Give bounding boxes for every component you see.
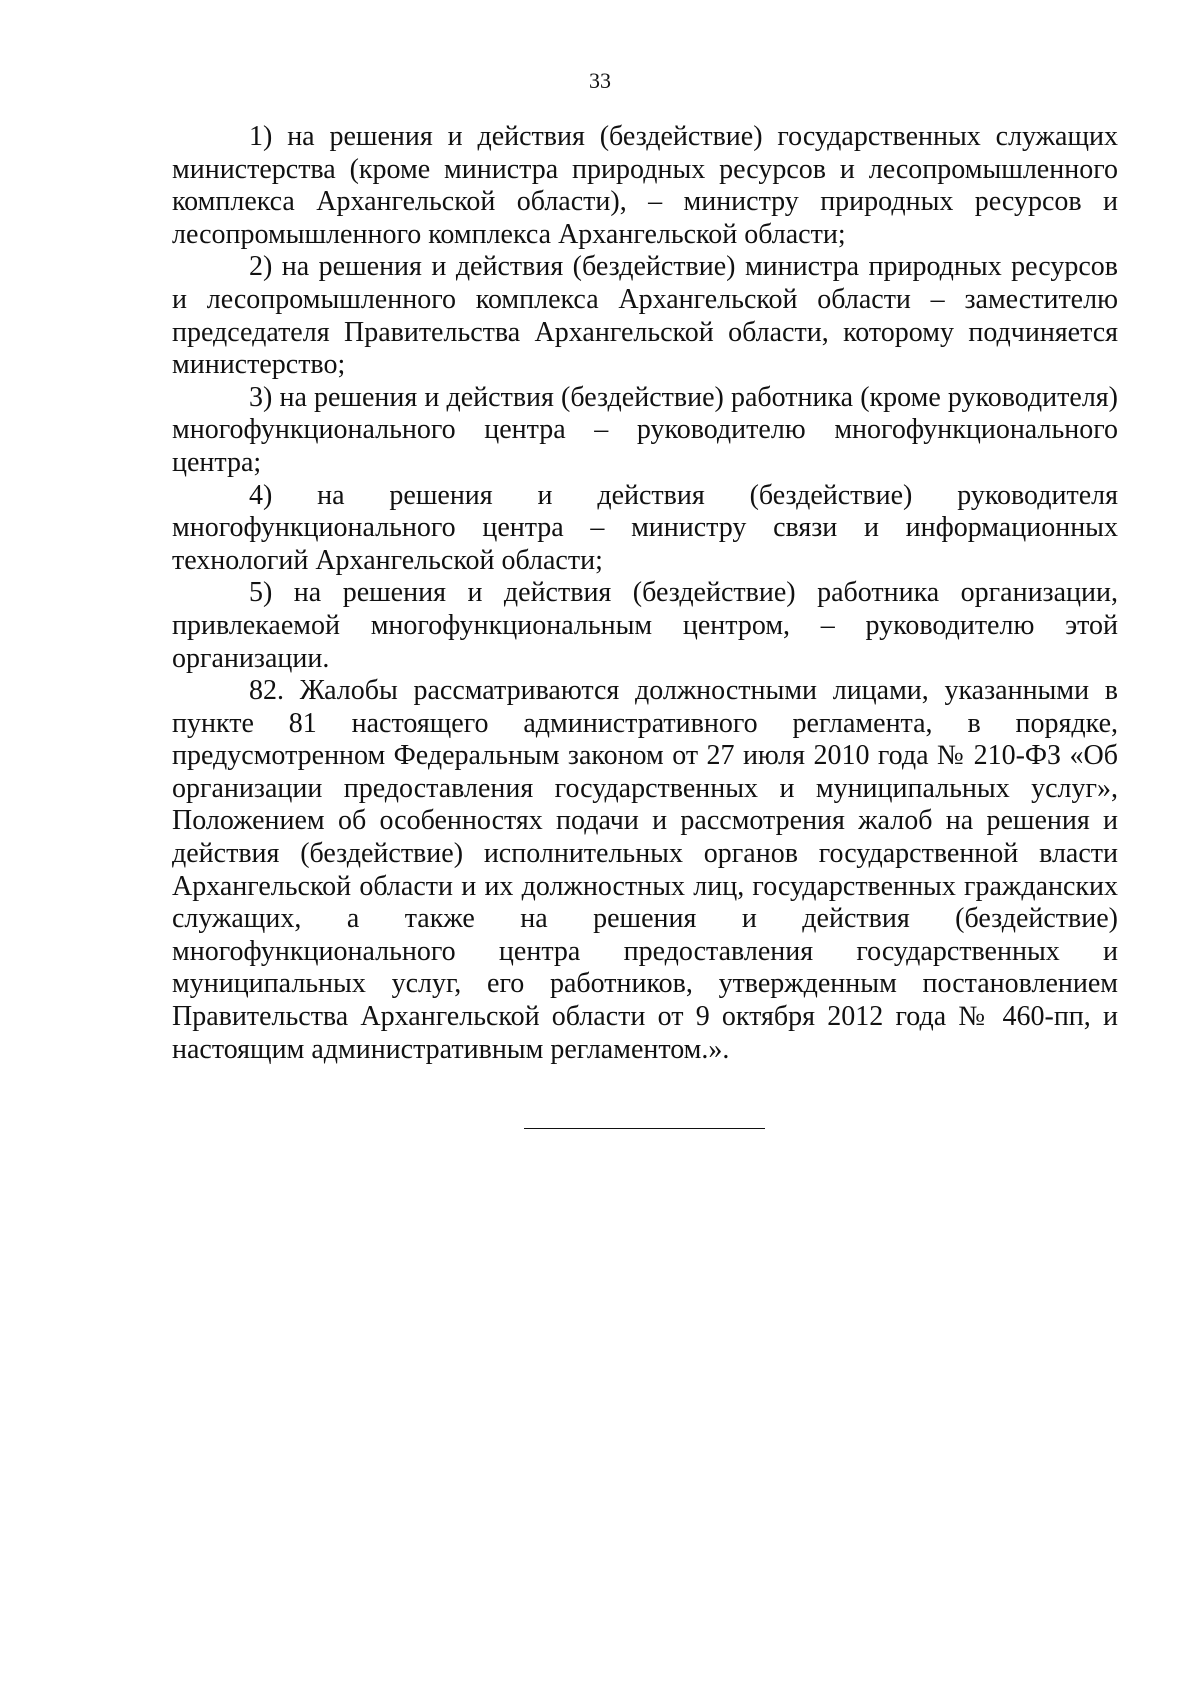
document-body <box>172 121 1118 1066</box>
closing-divider-line <box>524 1128 765 1129</box>
paragraph-item-2: 2) на решения и действия (бездействие) министра природных ресурсов и лесопромышленного комплекса Архангельской области – заместителю председателя Правительства Архангельской области, которому подчиняется министерство; <box>172 251 1118 381</box>
paragraph-item-3: 3) на решения и действия (бездействие) работника (кроме руководителя) многофункционального центра – руководителю многофункционального центра; <box>172 381 1118 478</box>
paragraph-item-1: 1) на решения и действия (бездействие) государственных служащих министерства (кроме министра природных ресурсов и лесопромышленного комплекса Архангельской области), – министру природных ресурсов и лесопромышленного комплекса Архангельской области; <box>172 121 1118 250</box>
paragraph-82: 82. Жалобы рассматриваются должностными лицами, указанными в пункте 81 настоящего административного регламента, в порядке, предусмотренном Федеральным законом от 27 июля 2010 года № 210-ФЗ «Об организации предоставления государственных и муниципальных услуг», Положением об особенностях подачи и рассмотрения жалоб на решения и действия (бездействие) исполнительных органов государственной власти Архангельской области и их должностных лиц, государственных гражданских служащих, а также на решения и действия (бездействие) многофункционального центра предоставления государственных и муниципальных услуг, его работников, утвержденным постановлением Правительства Архангельской области от 9 октября 2012 года № 460-пп, и настоящим административным регламентом.». <box>172 675 1118 1065</box>
paragraph-item-4: 4) на решения и действия (бездействие) руководителя многофункционального центра – министру связи и информационных технологий Архангельской области; <box>172 479 1118 576</box>
page-number: 33 <box>589 68 611 93</box>
paragraph-item-5: 5) на решения и действия (бездействие) работника организации, привлекаемой многофункциональным центром, – руководителю этой организации. <box>172 577 1118 674</box>
